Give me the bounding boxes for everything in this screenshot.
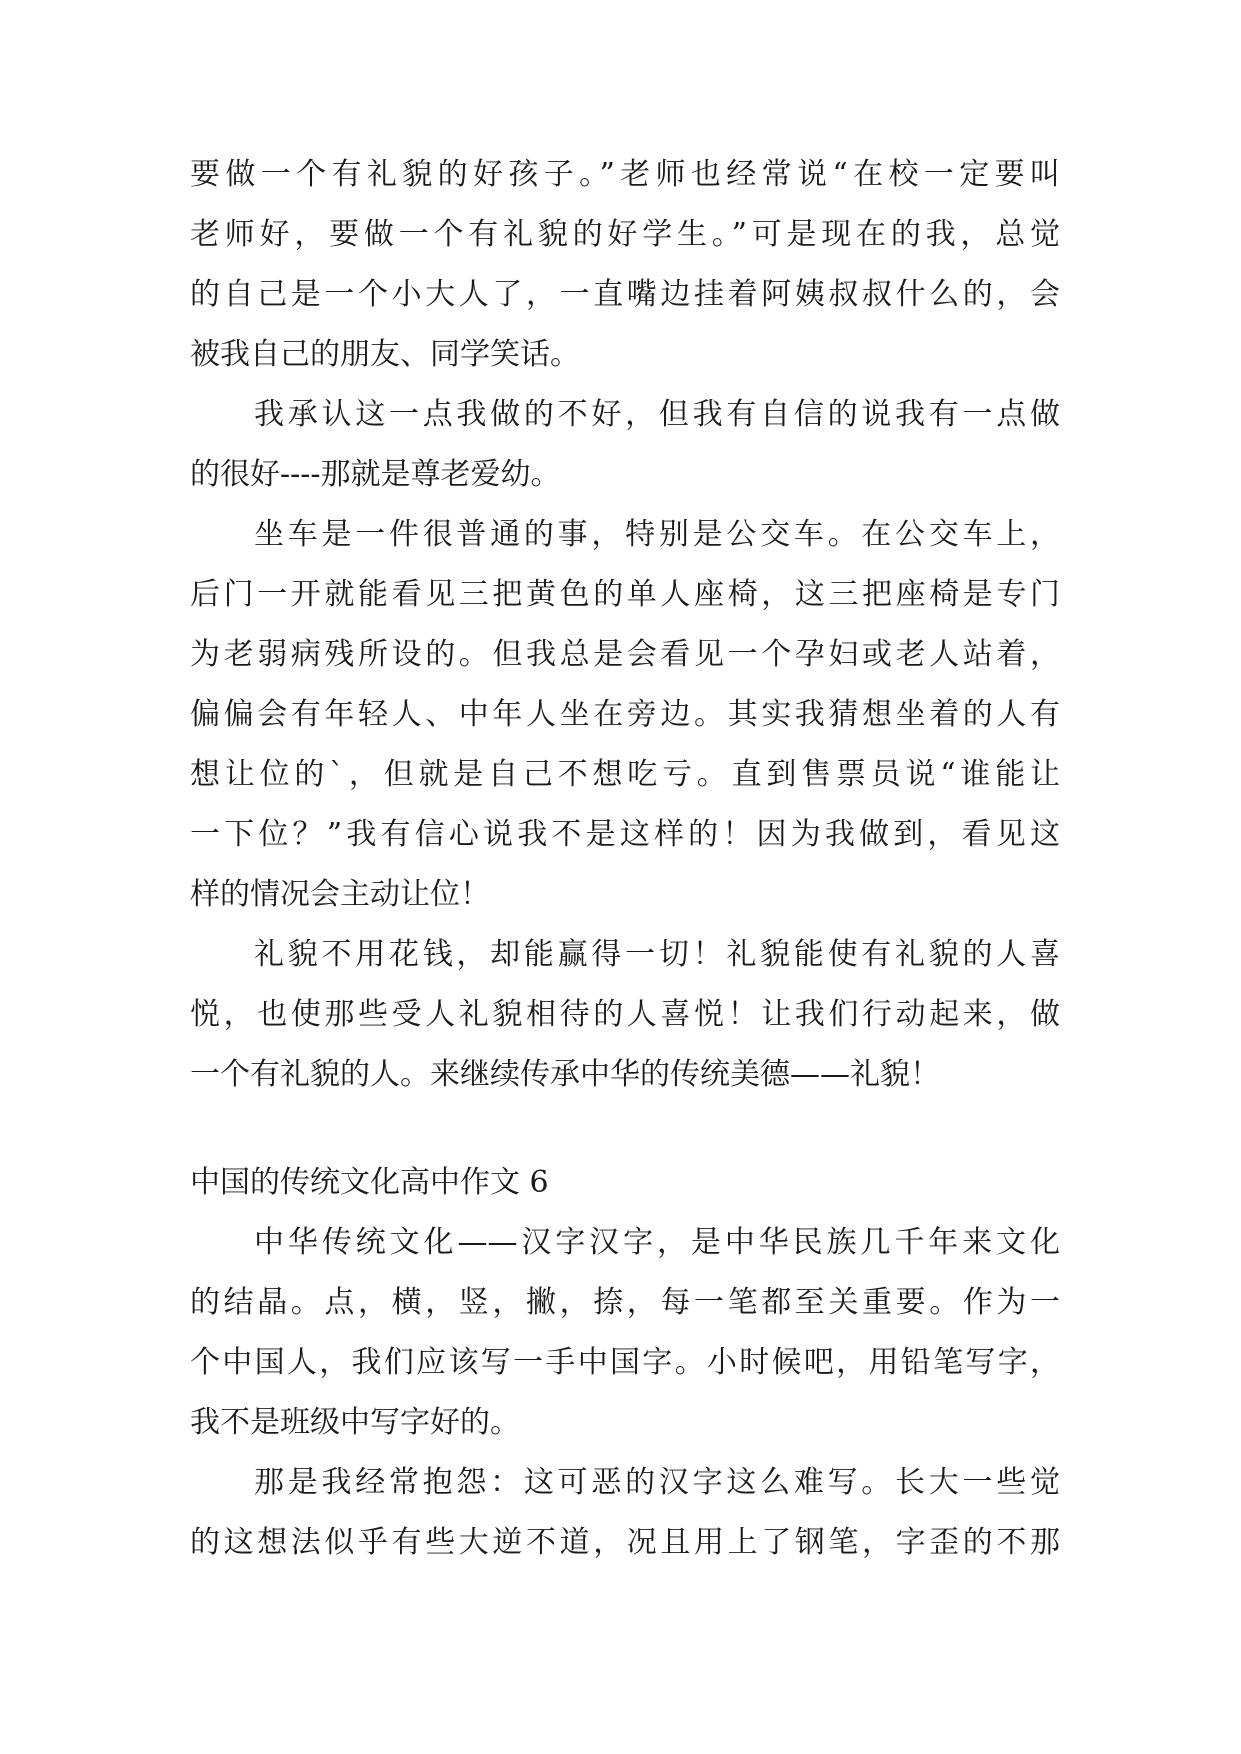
text-line: 后门一开就能看见三把黄色的单人座椅，这三把座椅是专门 <box>190 577 1060 612</box>
text-line: 老师好，要做一个有礼貌的好学生。”可是现在的我，总觉 <box>190 217 1060 252</box>
essay-section-chinese-characters <box>190 1213 1060 1573</box>
text-line: 礼貌不用花钱，却能赢得一切！礼貌能使有礼貌的人喜 <box>254 937 1060 972</box>
text-line: 的结晶。点，横，竖，撇，捺，每一笔都至关重要。作为一 <box>190 1285 1060 1320</box>
text-line: 坐车是一件很普通的事，特别是公交车。在公交车上， <box>254 517 1060 552</box>
essay-section-manners <box>190 145 1060 1105</box>
text-line: 个中国人，我们应该写一手中国字。小时候吧，用铅笔写字， <box>190 1345 1060 1380</box>
text-line: 样的情况会主动让位！ <box>190 877 490 912</box>
text-line: 的自己是一个小大人了，一直嘴边挂着阿姨叔叔什么的，会 <box>190 277 1060 312</box>
text-line: 的这想法似乎有些大逆不道，况且用上了钢笔，字歪的不那 <box>190 1525 1060 1560</box>
text-line: 我不是班级中写字好的。 <box>190 1405 520 1440</box>
text-line: 要做一个有礼貌的好孩子。”老师也经常说“在校一定要叫 <box>190 157 1060 192</box>
text-line: 的很好----那就是尊老爱幼。 <box>190 457 561 492</box>
text-line: 想让位的`，但就是自己不想吃亏。直到售票员说“谁能让 <box>190 757 1060 792</box>
text-line: 悦，也使那些受人礼貌相待的人喜悦！让我们行动起来，做 <box>190 997 1060 1032</box>
document-page <box>190 145 1060 1573</box>
text-line: 为老弱病残所设的。但我总是会看见一个孕妇或老人站着， <box>190 637 1060 672</box>
text-line: 偏偏会有年轻人、中年人坐在旁边。其实我猜想坐着的人有 <box>190 697 1060 732</box>
text-line: 中华传统文化——汉字汉字，是中华民族几千年来文化 <box>254 1225 1060 1260</box>
text-line: 我承认这一点我做的不好，但我有自信的说我有一点做 <box>254 397 1060 432</box>
text-line: 被我自己的朋友、同学笑话。 <box>190 337 580 372</box>
text-line: 一个有礼貌的人。来继续传承中华的传统美德——礼貌！ <box>190 1057 940 1092</box>
text-line: 一下位？”我有信心说我不是这样的！因为我做到，看见这 <box>190 817 1060 852</box>
text-line: 那是我经常抱怨：这可恶的汉字这么难写。长大一些觉 <box>254 1465 1060 1500</box>
section-heading: 中国的传统文化高中作文 6 <box>190 1165 549 1200</box>
